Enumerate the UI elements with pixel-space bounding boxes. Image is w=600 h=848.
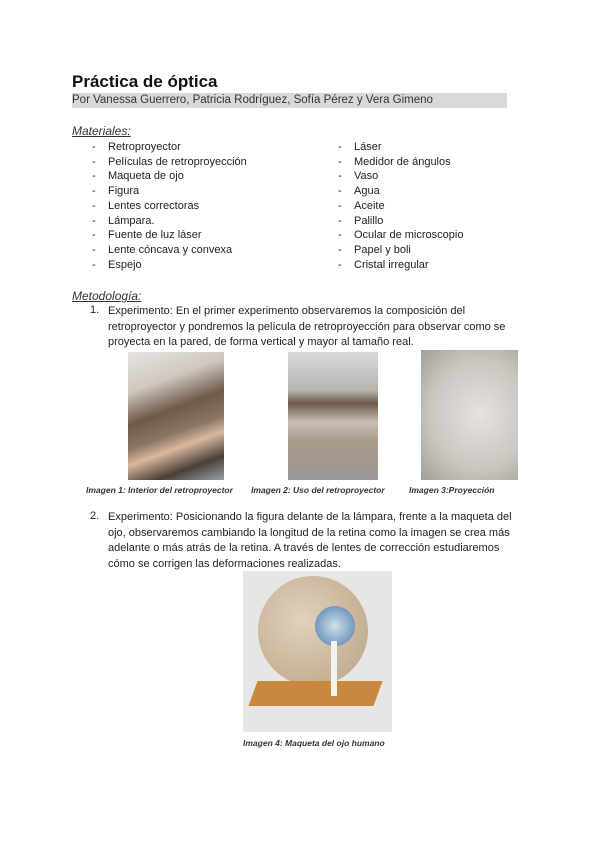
material-label: Retroproyector [108,141,181,153]
material-label: Espejo [108,258,142,271]
image-projector-use [288,352,378,480]
material-label: Medidor de ángulos [354,155,451,168]
bullet-dash: - [92,199,96,212]
bullet-dash: - [338,170,342,183]
image-caption: Imagen 4: Maqueta del ojo humano [243,738,385,748]
bullet-dash: - [338,214,342,227]
material-label: Cristal irregular [354,258,429,271]
list-number: 1. [90,304,100,316]
bullet-dash: - [92,214,96,227]
material-label: Figura [108,185,140,198]
bullet-dash: - [92,185,96,198]
authors-line: Por Vanessa Guerrero, Patricia Rodríguez, Sofía Pérez y Vera Gimeno [72,93,507,108]
bullet-dash: - [92,141,96,153]
bullet-dash: - [338,155,342,168]
bullet-dash: - [92,258,96,271]
materials-heading: Materiales: [72,124,131,138]
material-label: Láser [354,141,382,153]
bullet-dash: - [92,229,96,242]
bullet-dash: - [338,199,342,212]
image-caption: Imagen 1: Interior del retroproyector [86,485,233,495]
experiment-2-text: Experimento: Posicionando la figura delante de la lámpara, frente a la maqueta del ojo, observaremos cambiando la longitud de la retina como la imagen se crea más adelante o más atrás de la retina. A través de lentes de corrección estudiaremos cómo se corrigen las deformaciones realizadas. [108,511,512,570]
bullet-dash: - [338,258,342,271]
methodology-heading: Metodología: [72,289,142,303]
material-label: Lente cóncava y convexa [108,243,233,256]
material-label: Películas de retroproyección [108,155,247,168]
page-title: Práctica de óptica [72,72,218,91]
material-label: Agua [354,185,380,198]
material-label: Lentes correctoras [108,199,200,212]
material-label: Lámpara. [108,214,155,227]
bullet-dash: - [92,170,96,183]
bullet-dash: - [92,155,96,168]
bullet-dash: - [338,141,342,153]
image-caption: Imagen 2: Uso del retroproyector [251,485,385,495]
material-label: Papel y boli [354,243,411,256]
bullet-dash: - [92,243,96,256]
material-label: Fuente de luz láser [108,229,202,242]
bullet-dash: - [338,185,342,198]
image-projection [421,350,518,480]
bullet-dash: - [338,243,342,256]
image-projector-interior [128,352,224,480]
bullet-dash: - [338,229,342,242]
image-caption: Imagen 3:Proyección [409,485,495,495]
material-label: Maqueta de ojo [108,170,184,183]
material-label: Palillo [354,214,384,227]
experiment-1-text: Experimento: En el primer experimento observaremos la composición del retroproyector y pondremos la película de retroproyección para observar como se proyecta en la pared, de forma vertical y mayor al tamaño real. [108,305,506,348]
material-label: Aceite [354,199,385,212]
image-eye-model [243,571,392,732]
list-number: 2. [90,510,100,522]
material-label: Vaso [354,170,379,183]
material-label: Ocular de microscopio [354,229,464,242]
